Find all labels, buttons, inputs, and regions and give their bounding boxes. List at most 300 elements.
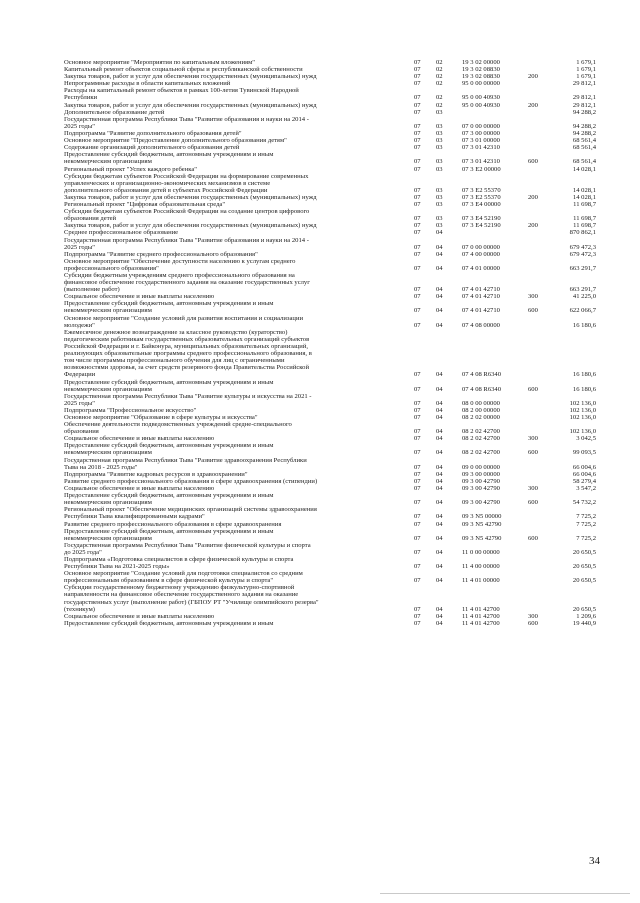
row-section: 07	[414, 130, 421, 137]
row-name-line: Государственная программа Республики Тыва "Развитие образования и науки на 2014 -	[64, 115, 309, 123]
row-subsection: 04	[436, 250, 443, 258]
row-target-code: 07 3 E4 52190	[462, 215, 501, 223]
row-expense-type: 300	[528, 485, 538, 492]
table-row	[0, 620, 640, 627]
row-name	[64, 258, 410, 272]
row-name-line: Субсидии бюджетам субъектов Российской Федерации на формирование современных	[64, 172, 309, 180]
table-row	[0, 542, 640, 556]
row-name	[64, 492, 410, 506]
row-section: 07	[414, 406, 421, 414]
row-subsection: 04	[436, 293, 443, 301]
row-section: 07	[414, 66, 421, 74]
row-target-code: 07 3 E4 52190	[462, 222, 501, 230]
row-target-code: 09 0 00 00000	[462, 463, 500, 471]
row-amount: 1 679,1	[576, 66, 596, 74]
row-amount: 102 136,0	[569, 399, 596, 407]
row-section: 07	[414, 534, 421, 542]
row-expense-type: 600	[528, 307, 538, 315]
row-amount: 870 862,1	[569, 229, 596, 237]
row-name-line: 2025 годы"	[64, 122, 95, 130]
row-subsection: 04	[436, 264, 443, 272]
table-row	[0, 556, 640, 570]
row-section: 07	[414, 520, 421, 528]
row-amount: 54 732,2	[572, 499, 596, 507]
table-row	[0, 407, 640, 414]
row-name-line: Социальное обеспечение и иные выплаты населению	[64, 435, 215, 443]
row-section: 07	[414, 321, 421, 329]
row-amount: 94 288,2	[572, 108, 596, 116]
row-subsection: 02	[436, 66, 443, 74]
row-amount: 622 066,7	[569, 307, 596, 315]
row-section: 07	[414, 307, 421, 315]
row-amount: 66 004,6	[572, 463, 596, 471]
row-target-code: 07 3 E2 55370	[462, 186, 501, 194]
row-name	[64, 137, 410, 144]
row-name	[64, 144, 410, 151]
row-name-line: некоммерческим организациям	[64, 158, 152, 166]
page-number: 34	[589, 855, 600, 867]
row-amount: 102 136,0	[569, 406, 596, 414]
row-amount: 7 725,2	[576, 534, 596, 542]
row-amount: 102 136,0	[569, 414, 596, 421]
table-row	[0, 237, 640, 251]
row-amount: 94 288,2	[572, 130, 596, 137]
row-section: 07	[414, 548, 421, 556]
row-subsection: 03	[436, 137, 443, 145]
row-name-line: Расходы на капитальный ремонт объектов в рамках 100-летия Тувинской Народной	[64, 87, 299, 95]
row-section: 07	[414, 477, 421, 485]
row-subsection: 04	[436, 619, 443, 627]
row-name	[64, 237, 410, 251]
row-subsection: 04	[436, 428, 443, 436]
row-name	[64, 506, 410, 520]
row-name	[64, 556, 410, 570]
row-subsection: 02	[436, 73, 443, 81]
table-row	[0, 66, 640, 73]
row-name-line: Предоставление субсидий бюджетным, автономным учреждениям и иным	[64, 619, 274, 627]
row-target-code: 07 0 00 00000	[462, 122, 500, 130]
row-section: 07	[414, 243, 421, 251]
table-row	[0, 570, 640, 584]
row-amount: 20 650,5	[572, 563, 596, 571]
row-name-line: Основное мероприятие "Создание условий для развития воспитания и социализации	[64, 314, 303, 322]
row-section: 07	[414, 264, 421, 272]
row-target-code: 07 3 01 42310	[462, 158, 500, 166]
table-row	[0, 300, 640, 314]
row-subsection: 04	[436, 371, 443, 379]
row-section: 07	[414, 59, 421, 66]
row-amount: 16 180,6	[572, 371, 596, 379]
row-name	[64, 457, 410, 471]
row-name-line: Капитальный ремонт объектов социальной сферы и республиканской собственности	[64, 66, 303, 74]
row-name	[64, 570, 410, 584]
row-section: 07	[414, 165, 421, 173]
table-row	[0, 222, 640, 229]
row-name-line: Республики Тыва на 2021-2025 годы»	[64, 563, 170, 571]
row-target-code: 95 0 00 40930	[462, 101, 500, 109]
row-name-line: Региональный проект "Цифровая образовательная среда"	[64, 201, 226, 208]
row-name-line: Ежемесячное денежное вознаграждение за классное руководство (кураторство)	[64, 328, 288, 336]
row-name	[64, 407, 410, 414]
row-target-code: 07 4 01 42710	[462, 307, 500, 315]
row-name-line: Предоставление субсидий бюджетным, автономным учреждениям и иным	[64, 300, 274, 308]
row-section: 07	[414, 463, 421, 471]
row-name-line: Содержание организаций дополнительного образования детей	[64, 144, 240, 152]
row-subsection: 04	[436, 229, 443, 237]
row-name-line: Тыва на 2018 - 2025 годы"	[64, 463, 138, 471]
row-section: 07	[414, 470, 421, 478]
row-expense-type: 200	[528, 222, 538, 230]
row-subsection: 03	[436, 193, 443, 201]
table-row	[0, 102, 640, 109]
row-target-code: 08 2 00 00000	[462, 406, 500, 414]
row-target-code: 95 0 00 40930	[462, 94, 500, 102]
row-target-code: 09 3 N5 00000	[462, 513, 502, 521]
row-subsection: 04	[436, 307, 443, 315]
row-subsection: 04	[436, 470, 443, 478]
row-name	[64, 59, 410, 66]
row-target-code: 08 2 02 42700	[462, 435, 500, 443]
table-row	[0, 379, 640, 393]
row-name-line: Дополнительное образование детей	[64, 108, 165, 116]
row-section: 07	[414, 201, 421, 208]
row-name-line: Субсидии бюджетным учреждениям среднего профессионального образования на	[64, 272, 295, 279]
row-name-line: Предоставление субсидий бюджетным, автономным учреждениям и иным	[64, 527, 274, 535]
row-amount: 41 225,0	[572, 293, 596, 301]
row-name	[64, 421, 410, 435]
row-name-line: (выполнение работ)	[64, 286, 120, 294]
row-amount: 20 650,5	[572, 605, 596, 613]
table-row	[0, 137, 640, 144]
row-name-line: некоммерческим организациям	[64, 499, 152, 507]
table-row	[0, 73, 640, 80]
row-name-line: образования детей	[64, 215, 117, 223]
row-name-line: Закупка товаров, работ и услуг для обеспечения государственных (муниципальных) нужд	[64, 73, 317, 81]
row-name	[64, 272, 410, 293]
table-row	[0, 87, 640, 101]
row-amount: 679 472,3	[569, 250, 596, 258]
row-expense-type: 600	[528, 385, 538, 393]
row-target-code: 07 3 E4 00000	[462, 201, 501, 208]
row-name	[64, 414, 410, 421]
row-amount: 7 725,2	[576, 513, 596, 521]
row-target-code: 11 4 01 42700	[462, 605, 500, 613]
row-target-code: 08 2 02 42700	[462, 428, 500, 436]
row-amount: 68 561,4	[572, 137, 596, 145]
row-subsection: 04	[436, 605, 443, 613]
row-section: 07	[414, 605, 421, 613]
row-expense-type: 300	[528, 435, 538, 443]
row-name-line: Развитие среднего профессионального образования в сфере здравоохранения	[64, 520, 282, 528]
row-name-line: финансовое обеспечение государственного задания на оказание государственных услуг	[64, 279, 310, 287]
row-name	[64, 393, 410, 407]
row-name	[64, 471, 410, 478]
row-section: 07	[414, 577, 421, 585]
row-subsection: 04	[436, 435, 443, 443]
row-name-line: направленности на финансовое обеспечение государственного задания на оказание	[64, 591, 299, 599]
row-name-line: Федерации	[64, 371, 96, 379]
row-name-line: Закупка товаров, работ и услуг для обеспечения государственных (муниципальных) нужд	[64, 193, 317, 201]
row-subsection: 03	[436, 165, 443, 173]
row-amount: 1 679,1	[576, 59, 596, 66]
row-name-line: Основное мероприятие "Мероприятия по капитальным вложениям"	[64, 59, 255, 66]
table-row	[0, 421, 640, 435]
row-name-line: профессиональным образованием в сфере физической культуры и спорта"	[64, 577, 274, 585]
row-subsection: 04	[436, 612, 443, 620]
row-name-line: Социальное обеспечение и иные выплаты населению	[64, 612, 215, 620]
row-amount: 663 291,7	[569, 286, 596, 294]
row-name-line: государственных услуг (выполнение работ) (ГБПОУ РТ "Училище олимпийского резерва"	[64, 598, 319, 606]
table-row	[0, 130, 640, 137]
row-name-line: Предоставление субсидий бюджетным, автономным учреждениям и иным	[64, 492, 274, 500]
row-name	[64, 329, 410, 379]
table-row	[0, 151, 640, 165]
row-name	[64, 251, 410, 258]
row-name	[64, 435, 410, 442]
row-name-line: Закупка товаров, работ и услуг для обеспечения государственных (муниципальных) нужд	[64, 222, 317, 230]
row-subsection: 04	[436, 243, 443, 251]
row-target-code: 11 4 01 00000	[462, 577, 500, 585]
row-name-line: Государственная программа Республики Тыва "Развитие культуры и искусства на 2021 -	[64, 392, 312, 400]
row-name-line: 2025 годы"	[64, 243, 95, 251]
row-subsection: 04	[436, 406, 443, 414]
row-target-code: 07 3 01 42310	[462, 144, 500, 152]
row-name-line: некоммерческим организациям	[64, 307, 152, 315]
row-amount: 68 561,4	[572, 158, 596, 166]
row-name	[64, 87, 410, 101]
row-name-line: Подпрограмма "Развитие среднего профессионального образования"	[64, 250, 258, 258]
row-name-line: Предоставление субсидий бюджетным, автономным учреждениям и иным	[64, 151, 274, 159]
row-target-code: 07 4 01 42710	[462, 286, 500, 294]
row-target-code: 07 4 00 00000	[462, 250, 500, 258]
table-row	[0, 166, 640, 173]
row-amount: 29 812,1	[572, 101, 596, 109]
row-subsection: 03	[436, 222, 443, 230]
row-amount: 20 650,5	[572, 577, 596, 585]
row-amount: 14 028,1	[572, 193, 596, 201]
table-row	[0, 492, 640, 506]
row-expense-type: 200	[528, 73, 538, 81]
row-target-code: 08 0 00 00000	[462, 399, 500, 407]
row-section: 07	[414, 186, 421, 194]
row-section: 07	[414, 144, 421, 152]
row-subsection: 04	[436, 286, 443, 294]
row-amount: 29 812,1	[572, 80, 596, 88]
row-subsection: 03	[436, 130, 443, 137]
row-amount: 1 209,6	[576, 612, 596, 620]
table-row	[0, 435, 640, 442]
row-target-code: 09 3 N5 42790	[462, 534, 502, 542]
row-section: 07	[414, 158, 421, 166]
row-target-code: 07 3 01 00000	[462, 137, 500, 145]
row-name-line: некоммерческим организациям	[64, 534, 152, 542]
row-target-code: 08 2 02 00000	[462, 414, 500, 421]
row-name	[64, 173, 410, 194]
row-section: 07	[414, 215, 421, 223]
table-row	[0, 80, 640, 87]
row-name	[64, 478, 410, 485]
row-name	[64, 130, 410, 137]
table-row	[0, 478, 640, 485]
row-amount: 94 288,2	[572, 122, 596, 130]
row-amount: 11 698,7	[573, 215, 596, 223]
table-row	[0, 471, 640, 478]
row-name-line: Российской Федерации и г. Байконура, муниципальных образовательных организаций,	[64, 342, 308, 350]
table-row	[0, 414, 640, 421]
row-name-line: Подпрограмма «Подготовка специалистов в сфере физической культуры и спорта	[64, 556, 294, 563]
table-row	[0, 59, 640, 66]
row-name-line: педагогическим работникам государственных образовательных организаций субъектов	[64, 335, 310, 343]
row-subsection: 04	[436, 534, 443, 542]
table-row	[0, 393, 640, 407]
row-expense-type: 200	[528, 101, 538, 109]
row-amount: 66 004,6	[572, 470, 596, 478]
row-section: 07	[414, 101, 421, 109]
row-section: 07	[414, 293, 421, 301]
row-section: 07	[414, 94, 421, 102]
row-expense-type: 300	[528, 612, 538, 620]
row-name	[64, 80, 410, 87]
row-expense-type: 200	[528, 193, 538, 201]
row-section: 07	[414, 80, 421, 88]
table-row	[0, 173, 640, 194]
row-name	[64, 73, 410, 80]
row-name-line: Непрограммные расходы в области капитальных вложений	[64, 80, 231, 88]
row-section: 07	[414, 428, 421, 436]
row-target-code: 11 4 01 42700	[462, 619, 500, 627]
row-name-line: Социальное обеспечение и иные выплаты населению	[64, 485, 215, 492]
row-target-code: 07 0 00 00000	[462, 243, 500, 251]
row-name-line: Предоставление субсидий бюджетным, автономным учреждениям и иным	[64, 378, 274, 386]
row-section: 07	[414, 399, 421, 407]
row-section: 07	[414, 122, 421, 130]
row-name-line: Закупка товаров, работ и услуг для обеспечения государственных (муниципальных) нужд	[64, 101, 317, 109]
row-subsection: 04	[436, 463, 443, 471]
row-name	[64, 293, 410, 300]
row-subsection: 04	[436, 449, 443, 457]
row-name	[64, 151, 410, 165]
row-expense-type: 600	[528, 619, 538, 627]
row-name	[64, 521, 410, 528]
row-target-code: 07 4 08 00000	[462, 321, 500, 329]
row-target-code: 19 3 02 00000	[462, 59, 500, 66]
row-name	[64, 116, 410, 130]
row-subsection: 04	[436, 321, 443, 329]
row-section: 07	[414, 193, 421, 201]
row-amount: 29 812,1	[572, 94, 596, 102]
row-target-code: 07 3 00 00000	[462, 130, 500, 137]
table-row	[0, 329, 640, 379]
row-subsection: 02	[436, 80, 443, 88]
row-target-code: 11 4 00 00000	[462, 563, 500, 571]
row-section: 07	[414, 108, 421, 116]
row-subsection: 04	[436, 385, 443, 393]
row-subsection: 04	[436, 477, 443, 485]
row-section: 07	[414, 73, 421, 81]
row-subsection: 03	[436, 122, 443, 130]
row-name	[64, 379, 410, 393]
row-subsection: 02	[436, 101, 443, 109]
row-amount: 14 028,1	[572, 165, 596, 173]
row-section: 07	[414, 619, 421, 627]
row-target-code: 95 0 00 00000	[462, 80, 500, 88]
row-name	[64, 201, 410, 208]
row-name	[64, 584, 410, 612]
row-target-code: 19 3 02 08830	[462, 66, 500, 74]
row-amount: 663 291,7	[569, 264, 596, 272]
row-target-code: 11 0 00 00000	[462, 548, 500, 556]
row-amount: 679 472,3	[569, 243, 596, 251]
table-row	[0, 194, 640, 201]
table-row	[0, 457, 640, 471]
table-row	[0, 315, 640, 329]
row-name-line: Среднее профессиональное образование	[64, 229, 179, 237]
table-row	[0, 485, 640, 492]
row-name-line: 2025 годы"	[64, 399, 95, 407]
row-subsection: 04	[436, 414, 443, 421]
row-name-line: Развитие среднего профессионального образования в сфере здравоохранения (стипендии)	[64, 477, 318, 485]
row-name-line: Обеспечение деятельности подведомственных учреждений средне-специального	[64, 421, 292, 429]
row-target-code: 09 3 00 42790	[462, 499, 500, 507]
row-subsection: 04	[436, 513, 443, 521]
row-name	[64, 222, 410, 229]
row-section: 07	[414, 371, 421, 379]
row-amount: 68 561,4	[572, 144, 596, 152]
row-name-line: Субсидии бюджетам субъектов Российской Федерации на создание центров цифрового	[64, 208, 310, 216]
table-row	[0, 258, 640, 272]
row-expense-type: 300	[528, 293, 538, 301]
row-subsection: 03	[436, 215, 443, 223]
row-name-line: Региональный проект "Успех каждого ребенка"	[64, 165, 197, 173]
row-subsection: 04	[436, 499, 443, 507]
row-section: 07	[414, 286, 421, 294]
row-name	[64, 102, 410, 109]
row-target-code: 11 4 01 42700	[462, 612, 500, 620]
row-target-code: 07 3 E2 00000	[462, 165, 501, 173]
row-name-line: некоммерческим организациям	[64, 385, 152, 393]
row-section: 07	[414, 435, 421, 443]
table-row	[0, 272, 640, 293]
row-name-line: молодежи"	[64, 321, 95, 329]
row-amount: 58 279,4	[572, 477, 596, 485]
row-section: 07	[414, 499, 421, 507]
row-target-code: 07 4 01 42710	[462, 293, 500, 301]
row-amount: 19 440,9	[572, 619, 596, 627]
row-expense-type: 600	[528, 449, 538, 457]
row-section: 07	[414, 250, 421, 258]
row-name	[64, 315, 410, 329]
row-name-line: реализующих образовательные программы среднего профессионального образования, в	[64, 350, 312, 358]
row-name-line: Региональный проект "Обеспечение медицинских организаций системы здравоохранения	[64, 506, 317, 514]
row-name-line: Подпрограмма "Развитие кадровых ресурсов в здравоохранении"	[64, 470, 248, 478]
row-name	[64, 528, 410, 542]
row-expense-type: 600	[528, 499, 538, 507]
table-row	[0, 613, 640, 620]
table-row	[0, 521, 640, 528]
table-row	[0, 116, 640, 130]
row-section: 07	[414, 563, 421, 571]
row-name	[64, 542, 410, 556]
row-name	[64, 442, 410, 456]
row-name	[64, 109, 410, 116]
row-name	[64, 66, 410, 73]
row-name-line: Основное мероприятие "Обеспечение доступности населению к услугам среднего	[64, 257, 296, 265]
row-name-line: Республики Тыва квалифицированными кадрами"	[64, 513, 205, 521]
row-name	[64, 620, 410, 627]
row-name-line: Подпрограмма "Профессиональное искусство"	[64, 406, 197, 414]
row-name	[64, 485, 410, 492]
row-subsection: 04	[436, 563, 443, 571]
